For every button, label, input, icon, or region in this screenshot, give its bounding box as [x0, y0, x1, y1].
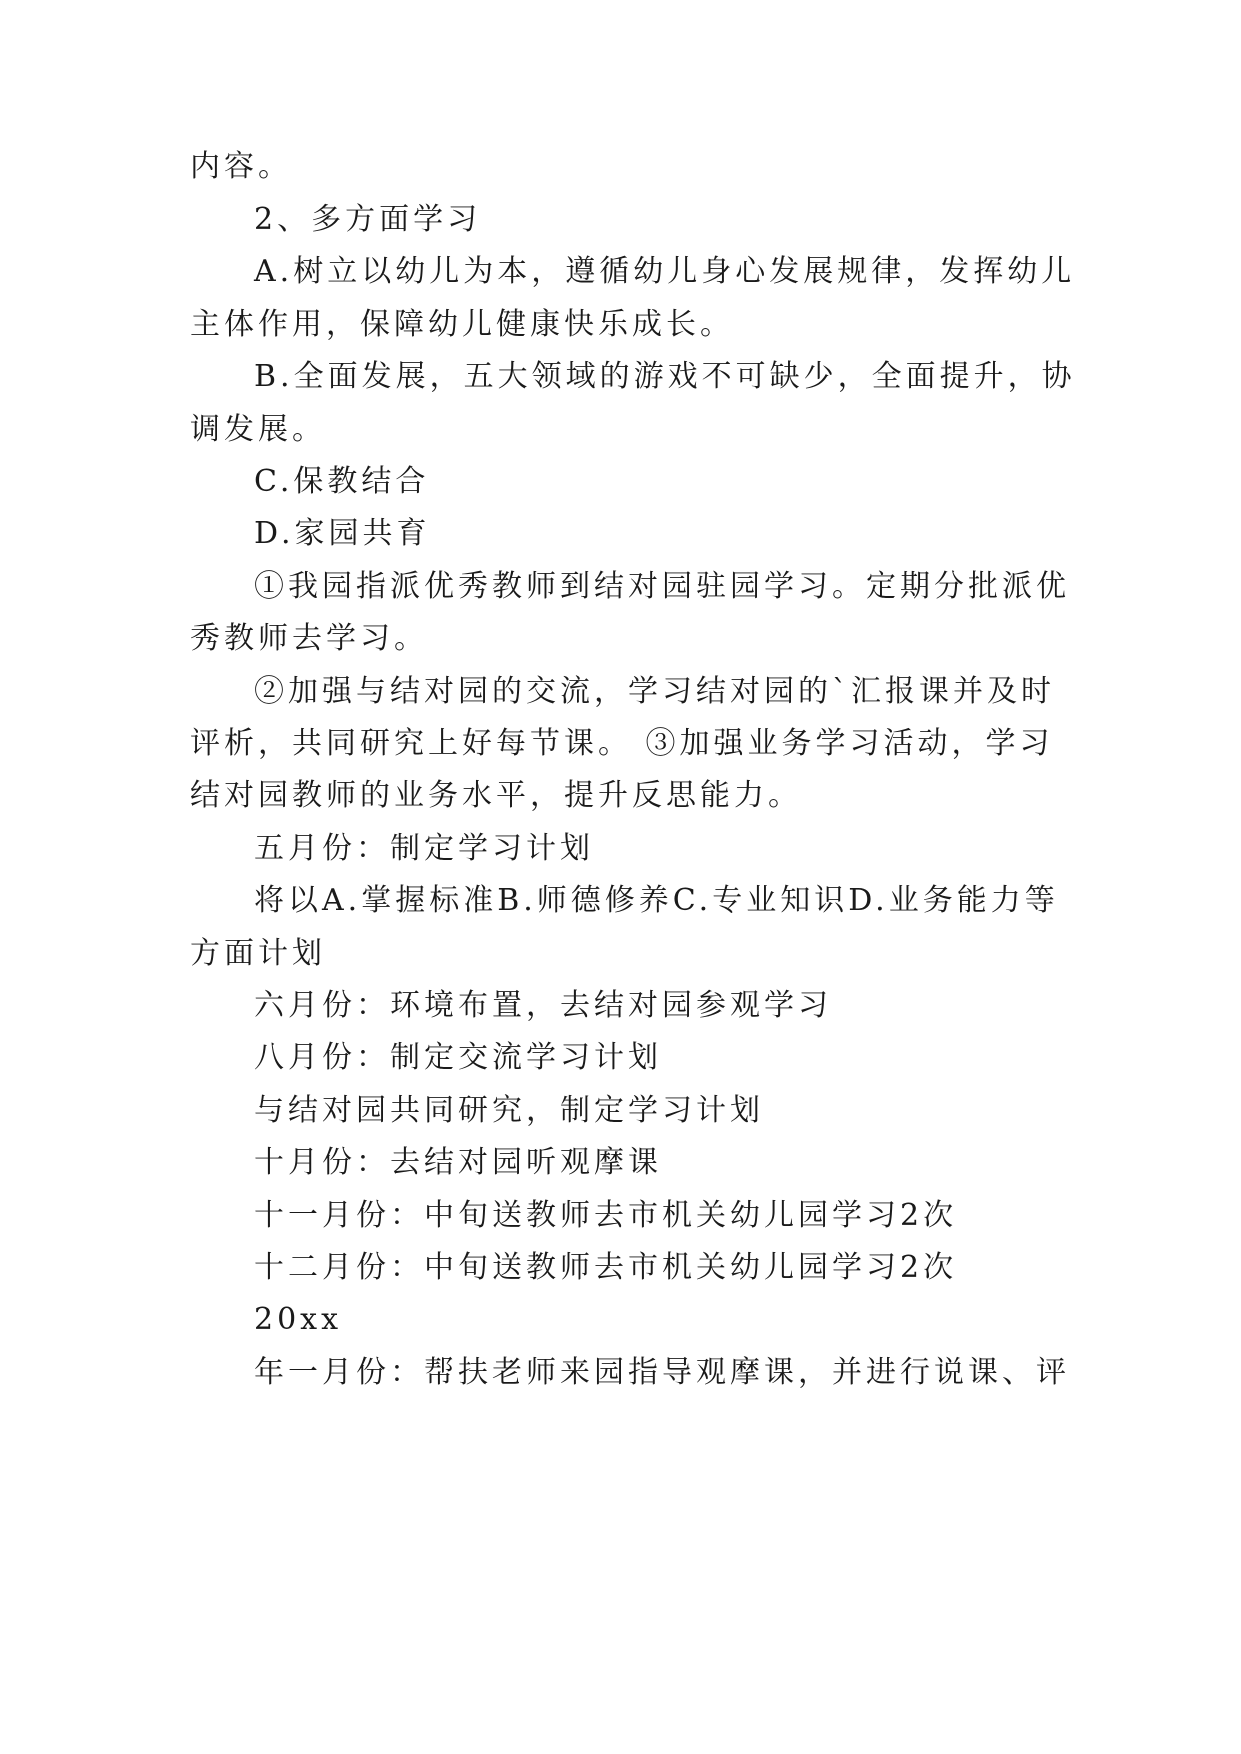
- text-line: 八月份：制定交流学习计划: [254, 1040, 662, 1075]
- text-line: D.家园共育: [254, 516, 431, 551]
- text-line: 方面计划: [190, 936, 326, 971]
- text-line: 20xx: [254, 1302, 343, 1337]
- text-line: 十一月份：中旬送教师去市机关幼儿园学习2次: [254, 1198, 958, 1233]
- text-line: 年一月份：帮扶老师来园指导观摩课，并进行说课、评: [254, 1355, 1070, 1390]
- text-line: 十月份：去结对园听观摩课: [254, 1145, 662, 1180]
- text-line: ①我园指派优秀教师到结对园驻园学习。定期分批派优: [254, 569, 1070, 604]
- text-line: A.树立以幼儿为本，遵循幼儿身心发展规律，发挥幼儿: [254, 254, 1076, 289]
- text-line: 将以A.掌握标准B.师德修养C.专业知识D.业务能力等: [254, 883, 1059, 918]
- text-line: 调发展。: [190, 412, 326, 447]
- text-line: 秀教师去学习。: [190, 621, 428, 656]
- text-line: 五月份：制定学习计划: [254, 831, 594, 866]
- section-heading: 2、多方面学习: [254, 202, 482, 237]
- text-line: 与结对园共同研究，制定学习计划: [254, 1093, 764, 1128]
- text-line: C.保教结合: [254, 464, 430, 499]
- text-line: 评析，共同研究上好每节课。 ③加强业务学习活动，学习: [190, 726, 1054, 761]
- text-line: 十二月份：中旬送教师去市机关幼儿园学习2次: [254, 1250, 958, 1285]
- text-line: B.全面发展，五大领域的游戏不可缺少，全面提升，协: [254, 359, 1076, 394]
- text-line: 内容。: [190, 149, 292, 184]
- text-line: 结对园教师的业务水平，提升反思能力。: [190, 778, 802, 813]
- text-line: 六月份：环境布置，去结对园参观学习: [254, 988, 832, 1023]
- text-line: ②加强与结对园的交流，学习结对园的`汇报课并及时: [254, 674, 1055, 709]
- text-line: 主体作用，保障幼儿健康快乐成长。: [190, 307, 734, 342]
